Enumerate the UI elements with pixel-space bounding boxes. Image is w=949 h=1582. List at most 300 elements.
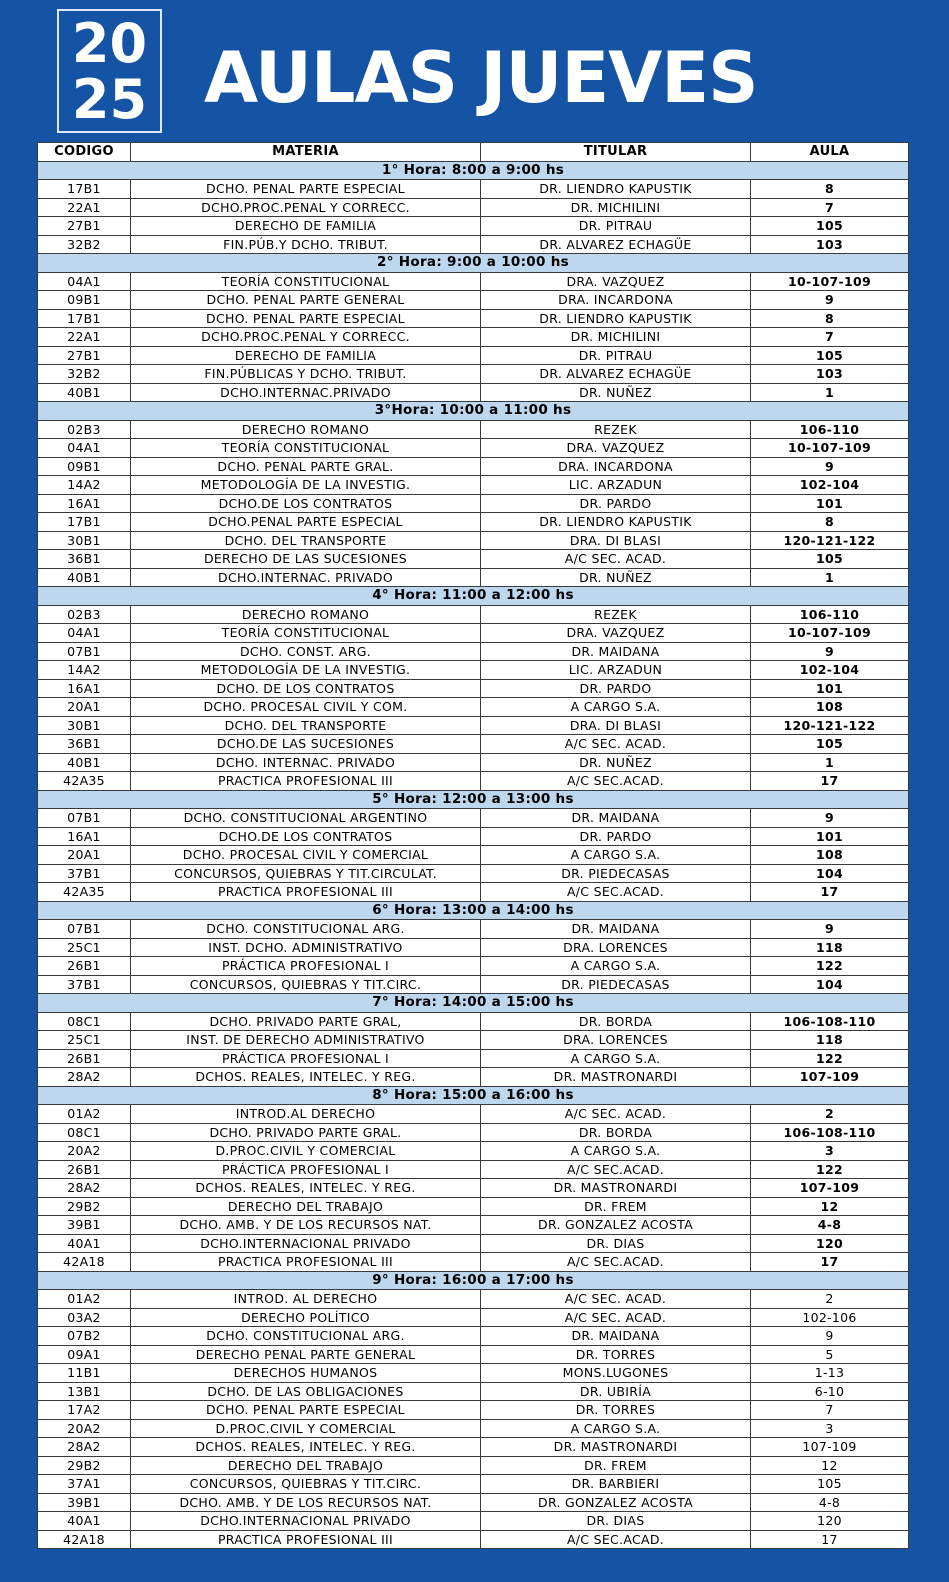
cell-aula: 17 bbox=[751, 883, 909, 902]
cell-codigo: 09B1 bbox=[38, 291, 131, 310]
cell-titular: DRA. DI BLASI bbox=[481, 531, 751, 550]
table-row bbox=[38, 513, 909, 532]
table-row bbox=[38, 1197, 909, 1216]
table-row bbox=[38, 198, 909, 217]
cell-aula: 101 bbox=[751, 827, 909, 846]
cell-materia: DCHO. CONSTITUCIONAL ARG. bbox=[131, 1327, 481, 1346]
cell-materia: DCHO.PENAL PARTE ESPECIAL bbox=[131, 513, 481, 532]
cell-aula: 6-10 bbox=[751, 1382, 909, 1401]
cell-titular: DR. ALVAREZ ECHAGÜE bbox=[481, 235, 751, 254]
cell-titular: DRA. INCARDONA bbox=[481, 291, 751, 310]
cell-aula: 101 bbox=[751, 679, 909, 698]
cell-materia: DCHO. PENAL PARTE ESPECIAL bbox=[131, 1401, 481, 1420]
cell-aula: 17 bbox=[751, 1253, 909, 1272]
column-header-materia: MATERIA bbox=[131, 143, 481, 162]
cell-codigo: 16A1 bbox=[38, 827, 131, 846]
table-row bbox=[38, 938, 909, 957]
table-row bbox=[38, 1327, 909, 1346]
cell-aula: 105 bbox=[751, 217, 909, 236]
hour-section-label: 4° Hora: 11:00 a 12:00 hs bbox=[38, 587, 909, 606]
cell-materia: DCHO.INTERNAC.PRIVADO bbox=[131, 383, 481, 402]
table-row bbox=[38, 975, 909, 994]
table-row bbox=[38, 1530, 909, 1549]
table-row bbox=[38, 864, 909, 883]
cell-titular: DR. MASTRONARDI bbox=[481, 1068, 751, 1087]
cell-aula: 105 bbox=[751, 1475, 909, 1494]
cell-titular: DR. FREM bbox=[481, 1197, 751, 1216]
cell-titular: DR. DIAS bbox=[481, 1234, 751, 1253]
hour-section-row bbox=[38, 790, 909, 809]
cell-codigo: 37A1 bbox=[38, 1475, 131, 1494]
schedule-table bbox=[37, 142, 909, 1549]
table-row bbox=[38, 716, 909, 735]
cell-aula: 4-8 bbox=[751, 1216, 909, 1235]
cell-aula: 106-108-110 bbox=[751, 1012, 909, 1031]
table-row bbox=[38, 624, 909, 643]
table-header-row bbox=[38, 143, 909, 162]
cell-aula: 9 bbox=[751, 291, 909, 310]
cell-materia: DCHO. DE LOS CONTRATOS bbox=[131, 679, 481, 698]
table-row bbox=[38, 698, 909, 717]
table-row bbox=[38, 642, 909, 661]
cell-aula: 105 bbox=[751, 346, 909, 365]
table-row bbox=[38, 476, 909, 495]
cell-materia: DCHO.INTERNAC. PRIVADO bbox=[131, 568, 481, 587]
cell-codigo: 17B1 bbox=[38, 309, 131, 328]
table-row bbox=[38, 605, 909, 624]
cell-materia: DCHO.INTERNACIONAL PRIVADO bbox=[131, 1234, 481, 1253]
cell-codigo: 04A1 bbox=[38, 439, 131, 458]
cell-codigo: 04A1 bbox=[38, 624, 131, 643]
cell-aula: 10-107-109 bbox=[751, 439, 909, 458]
cell-aula: 106-110 bbox=[751, 605, 909, 624]
table-row bbox=[38, 827, 909, 846]
hour-section-label: 8° Hora: 15:00 a 16:00 hs bbox=[38, 1086, 909, 1105]
hour-section-label: 2° Hora: 9:00 a 10:00 hs bbox=[38, 254, 909, 273]
table-row bbox=[38, 1438, 909, 1457]
cell-materia: PRACTICA PROFESIONAL III bbox=[131, 1253, 481, 1272]
cell-aula: 2 bbox=[751, 1290, 909, 1309]
cell-codigo: 04A1 bbox=[38, 272, 131, 291]
table-row bbox=[38, 365, 909, 384]
table-row bbox=[38, 661, 909, 680]
cell-titular: A/C SEC.ACAD. bbox=[481, 883, 751, 902]
cell-aula: 120 bbox=[751, 1234, 909, 1253]
cell-materia: DCHO. PRIVADO PARTE GRAL, bbox=[131, 1012, 481, 1031]
cell-codigo: 28A2 bbox=[38, 1068, 131, 1087]
cell-titular: DR. PARDO bbox=[481, 679, 751, 698]
cell-aula: 107-109 bbox=[751, 1438, 909, 1457]
cell-codigo: 07B1 bbox=[38, 642, 131, 661]
cell-titular: A CARGO S.A. bbox=[481, 846, 751, 865]
table-row bbox=[38, 1068, 909, 1087]
table-row bbox=[38, 1512, 909, 1531]
cell-titular: A CARGO S.A. bbox=[481, 1419, 751, 1438]
cell-materia: DCHO. PENAL PARTE ESPECIAL bbox=[131, 309, 481, 328]
cell-codigo: 42A18 bbox=[38, 1253, 131, 1272]
cell-aula: 9 bbox=[751, 920, 909, 939]
table-row bbox=[38, 494, 909, 513]
cell-titular: DR. MICHILINI bbox=[481, 198, 751, 217]
cell-aula: 8 bbox=[751, 180, 909, 199]
cell-codigo: 22A1 bbox=[38, 198, 131, 217]
cell-materia: INST. DE DERECHO ADMINISTRATIVO bbox=[131, 1031, 481, 1050]
cell-materia: INTROD.AL DERECHO bbox=[131, 1105, 481, 1124]
cell-titular: DR. PITRAU bbox=[481, 217, 751, 236]
cell-titular: A/C SEC. ACAD. bbox=[481, 1308, 751, 1327]
hour-section-row bbox=[38, 254, 909, 273]
cell-codigo: 27B1 bbox=[38, 217, 131, 236]
cell-titular: DR. GONZALEZ ACOSTA bbox=[481, 1216, 751, 1235]
table-row bbox=[38, 1290, 909, 1309]
cell-materia: DCHO. PENAL PARTE GENERAL bbox=[131, 291, 481, 310]
cell-materia: DERECHO ROMANO bbox=[131, 605, 481, 624]
table-row bbox=[38, 272, 909, 291]
cell-titular: A/C SEC. ACAD. bbox=[481, 1105, 751, 1124]
cell-materia: DCHO. AMB. Y DE LOS RECURSOS NAT. bbox=[131, 1493, 481, 1512]
cell-materia: FIN.PÚBLICAS Y DCHO. TRIBUT. bbox=[131, 365, 481, 384]
cell-titular: DR. MAIDANA bbox=[481, 1327, 751, 1346]
cell-aula: 7 bbox=[751, 198, 909, 217]
table-row bbox=[38, 1216, 909, 1235]
cell-aula: 106-108-110 bbox=[751, 1123, 909, 1142]
cell-titular: DR. PARDO bbox=[481, 494, 751, 513]
cell-materia: DERECHO DEL TRABAJO bbox=[131, 1197, 481, 1216]
cell-codigo: 42A35 bbox=[38, 772, 131, 791]
hour-section-row bbox=[38, 994, 909, 1013]
table-row bbox=[38, 217, 909, 236]
cell-codigo: 01A2 bbox=[38, 1105, 131, 1124]
table-row bbox=[38, 1142, 909, 1161]
cell-titular: DRA. VAZQUEZ bbox=[481, 272, 751, 291]
cell-aula: 9 bbox=[751, 642, 909, 661]
cell-titular: DRA. LORENCES bbox=[481, 1031, 751, 1050]
cell-codigo: 01A2 bbox=[38, 1290, 131, 1309]
cell-titular: DRA. LORENCES bbox=[481, 938, 751, 957]
cell-materia: TEORÍA CONSTITUCIONAL bbox=[131, 439, 481, 458]
table-row bbox=[38, 1401, 909, 1420]
cell-aula: 17 bbox=[751, 772, 909, 791]
cell-aula: 107-109 bbox=[751, 1068, 909, 1087]
hour-section-row bbox=[38, 901, 909, 920]
cell-codigo: 13B1 bbox=[38, 1382, 131, 1401]
cell-materia: DCHO.DE LOS CONTRATOS bbox=[131, 827, 481, 846]
cell-codigo: 27B1 bbox=[38, 346, 131, 365]
cell-codigo: 07B1 bbox=[38, 920, 131, 939]
cell-codigo: 09A1 bbox=[38, 1345, 131, 1364]
table-row bbox=[38, 383, 909, 402]
cell-titular: DR. FREM bbox=[481, 1456, 751, 1475]
table-row bbox=[38, 1234, 909, 1253]
schedule-body bbox=[38, 161, 909, 1549]
cell-titular: DR. PITRAU bbox=[481, 346, 751, 365]
table-row bbox=[38, 291, 909, 310]
cell-materia: INST. DCHO. ADMINISTRATIVO bbox=[131, 938, 481, 957]
table-row bbox=[38, 957, 909, 976]
cell-materia: DERECHO DE FAMILIA bbox=[131, 346, 481, 365]
cell-materia: DERECHO DEL TRABAJO bbox=[131, 1456, 481, 1475]
cell-aula: 1 bbox=[751, 383, 909, 402]
cell-materia: DCHOS. REALES, INTELEC. Y REG. bbox=[131, 1179, 481, 1198]
table-row bbox=[38, 346, 909, 365]
cell-titular: DRA. DI BLASI bbox=[481, 716, 751, 735]
cell-codigo: 17A2 bbox=[38, 1401, 131, 1420]
cell-titular: DR. MAIDANA bbox=[481, 920, 751, 939]
cell-codigo: 14A2 bbox=[38, 661, 131, 680]
cell-codigo: 17B1 bbox=[38, 180, 131, 199]
cell-aula: 3 bbox=[751, 1419, 909, 1438]
cell-aula: 1-13 bbox=[751, 1364, 909, 1383]
table-row bbox=[38, 772, 909, 791]
cell-aula: 9 bbox=[751, 457, 909, 476]
column-header-titular: TITULAR bbox=[481, 143, 751, 162]
hour-section-row bbox=[38, 587, 909, 606]
cell-titular: DRA. VAZQUEZ bbox=[481, 624, 751, 643]
cell-codigo: 32B2 bbox=[38, 365, 131, 384]
cell-codigo: 29B2 bbox=[38, 1197, 131, 1216]
table-row bbox=[38, 809, 909, 828]
cell-materia: DERECHO DE FAMILIA bbox=[131, 217, 481, 236]
cell-aula: 10-107-109 bbox=[751, 272, 909, 291]
cell-titular: LIC. ARZADUN bbox=[481, 476, 751, 495]
cell-materia: DCHO. DE LAS OBLIGACIONES bbox=[131, 1382, 481, 1401]
cell-aula: 108 bbox=[751, 698, 909, 717]
table-row bbox=[38, 1419, 909, 1438]
hour-section-label: 7° Hora: 14:00 a 15:00 hs bbox=[38, 994, 909, 1013]
cell-materia: DCHO.PROC.PENAL Y CORRECC. bbox=[131, 328, 481, 347]
cell-aula: 101 bbox=[751, 494, 909, 513]
cell-titular: LIC. ARZADUN bbox=[481, 661, 751, 680]
year-top: 20 bbox=[71, 12, 148, 75]
cell-codigo: 40B1 bbox=[38, 753, 131, 772]
cell-materia: METODOLOGÍA DE LA INVESTIG. bbox=[131, 476, 481, 495]
cell-aula: 1 bbox=[751, 568, 909, 587]
cell-aula: 8 bbox=[751, 309, 909, 328]
cell-titular: DR. MICHILINI bbox=[481, 328, 751, 347]
cell-materia: DCHO.INTERNACIONAL PRIVADO bbox=[131, 1512, 481, 1531]
cell-codigo: 29B2 bbox=[38, 1456, 131, 1475]
cell-materia: DERECHO DE LAS SUCESIONES bbox=[131, 550, 481, 569]
table-row bbox=[38, 457, 909, 476]
table-row bbox=[38, 1031, 909, 1050]
cell-titular: A CARGO S.A. bbox=[481, 698, 751, 717]
cell-titular: A CARGO S.A. bbox=[481, 1049, 751, 1068]
cell-aula: 7 bbox=[751, 328, 909, 347]
cell-codigo: 09B1 bbox=[38, 457, 131, 476]
cell-titular: A CARGO S.A. bbox=[481, 1142, 751, 1161]
cell-codigo: 20A2 bbox=[38, 1419, 131, 1438]
cell-aula: 122 bbox=[751, 957, 909, 976]
cell-titular: DR. MASTRONARDI bbox=[481, 1438, 751, 1457]
table-row bbox=[38, 735, 909, 754]
cell-aula: 105 bbox=[751, 735, 909, 754]
cell-titular: DR. LIENDRO KAPUSTIK bbox=[481, 513, 751, 532]
cell-aula: 120-121-122 bbox=[751, 531, 909, 550]
table-row bbox=[38, 1345, 909, 1364]
cell-aula: 108 bbox=[751, 846, 909, 865]
cell-codigo: 32B2 bbox=[38, 235, 131, 254]
cell-aula: 103 bbox=[751, 365, 909, 384]
cell-aula: 7 bbox=[751, 1401, 909, 1420]
hour-section-row bbox=[38, 1271, 909, 1290]
cell-aula: 9 bbox=[751, 1327, 909, 1346]
table-row bbox=[38, 531, 909, 550]
cell-titular: DR. MASTRONARDI bbox=[481, 1179, 751, 1198]
cell-materia: FIN.PÚB.Y DCHO. TRIBUT. bbox=[131, 235, 481, 254]
table-row bbox=[38, 1308, 909, 1327]
cell-materia: CONCURSOS, QUIEBRAS Y TIT.CIRC. bbox=[131, 975, 481, 994]
cell-codigo: 39B1 bbox=[38, 1216, 131, 1235]
cell-materia: DCHO. DEL TRANSPORTE bbox=[131, 716, 481, 735]
cell-codigo: 40B1 bbox=[38, 568, 131, 587]
cell-codigo: 36B1 bbox=[38, 735, 131, 754]
cell-titular: A/C SEC.ACAD. bbox=[481, 1160, 751, 1179]
cell-aula: 122 bbox=[751, 1049, 909, 1068]
cell-codigo: 20A2 bbox=[38, 1142, 131, 1161]
cell-codigo: 26B1 bbox=[38, 957, 131, 976]
cell-materia: CONCURSOS, QUIEBRAS Y TIT.CIRC. bbox=[131, 1475, 481, 1494]
cell-titular: DR. LIENDRO KAPUSTIK bbox=[481, 309, 751, 328]
table-row bbox=[38, 420, 909, 439]
cell-aula: 12 bbox=[751, 1197, 909, 1216]
hour-section-label: 5° Hora: 12:00 a 13:00 hs bbox=[38, 790, 909, 809]
column-header-codigo: CODIGO bbox=[38, 143, 131, 162]
cell-aula: 105 bbox=[751, 550, 909, 569]
cell-materia: DCHO.PROC.PENAL Y CORRECC. bbox=[131, 198, 481, 217]
cell-codigo: 20A1 bbox=[38, 698, 131, 717]
table-row bbox=[38, 679, 909, 698]
cell-materia: D.PROC.CIVIL Y COMERCIAL bbox=[131, 1419, 481, 1438]
cell-aula: 9 bbox=[751, 809, 909, 828]
table-row bbox=[38, 1179, 909, 1198]
cell-codigo: 11B1 bbox=[38, 1364, 131, 1383]
cell-titular: A/C SEC. ACAD. bbox=[481, 1290, 751, 1309]
cell-titular: DR. NUÑEZ bbox=[481, 383, 751, 402]
cell-titular: DR. NUÑEZ bbox=[481, 568, 751, 587]
cell-titular: DR. MAIDANA bbox=[481, 642, 751, 661]
table-row bbox=[38, 920, 909, 939]
cell-aula: 2 bbox=[751, 1105, 909, 1124]
cell-titular: REZEK bbox=[481, 605, 751, 624]
cell-aula: 8 bbox=[751, 513, 909, 532]
cell-codigo: 08C1 bbox=[38, 1012, 131, 1031]
cell-codigo: 26B1 bbox=[38, 1049, 131, 1068]
cell-codigo: 36B1 bbox=[38, 550, 131, 569]
cell-codigo: 16A1 bbox=[38, 494, 131, 513]
cell-codigo: 26B1 bbox=[38, 1160, 131, 1179]
hour-section-row bbox=[38, 161, 909, 180]
cell-titular: A/C SEC. ACAD. bbox=[481, 550, 751, 569]
cell-materia: DERECHO PENAL PARTE GENERAL bbox=[131, 1345, 481, 1364]
hour-section-label: 9° Hora: 16:00 a 17:00 hs bbox=[38, 1271, 909, 1290]
cell-aula: 102-104 bbox=[751, 661, 909, 680]
cell-materia: PRACTICA PROFESIONAL III bbox=[131, 772, 481, 791]
cell-aula: 107-109 bbox=[751, 1179, 909, 1198]
cell-codigo: 17B1 bbox=[38, 513, 131, 532]
cell-materia: PRÁCTICA PROFESIONAL I bbox=[131, 957, 481, 976]
hour-section-row bbox=[38, 402, 909, 421]
year-logo bbox=[57, 9, 162, 133]
cell-aula: 106-110 bbox=[751, 420, 909, 439]
cell-aula: 120 bbox=[751, 1512, 909, 1531]
cell-materia: DCHO. CONST. ARG. bbox=[131, 642, 481, 661]
cell-aula: 4-8 bbox=[751, 1493, 909, 1512]
cell-codigo: 02B3 bbox=[38, 420, 131, 439]
cell-materia: DCHO. CONSTITUCIONAL ARG. bbox=[131, 920, 481, 939]
cell-codigo: 42A18 bbox=[38, 1530, 131, 1549]
cell-materia: CONCURSOS, QUIEBRAS Y TIT.CIRCULAT. bbox=[131, 864, 481, 883]
cell-titular: A/C SEC.ACAD. bbox=[481, 1530, 751, 1549]
table-row bbox=[38, 1253, 909, 1272]
hour-section-label: 3°Hora: 10:00 a 11:00 hs bbox=[38, 402, 909, 421]
page-title: AULAS JUEVES bbox=[204, 37, 758, 119]
cell-materia: DCHO. PENAL PARTE ESPECIAL bbox=[131, 180, 481, 199]
table-row bbox=[38, 180, 909, 199]
cell-aula: 104 bbox=[751, 975, 909, 994]
cell-codigo: 14A2 bbox=[38, 476, 131, 495]
cell-codigo: 40B1 bbox=[38, 383, 131, 402]
table-row bbox=[38, 753, 909, 772]
table-row bbox=[38, 1382, 909, 1401]
cell-materia: DCHO. AMB. Y DE LOS RECURSOS NAT. bbox=[131, 1216, 481, 1235]
cell-aula: 102-104 bbox=[751, 476, 909, 495]
table-row bbox=[38, 1123, 909, 1142]
cell-materia: DCHO.DE LAS SUCESIONES bbox=[131, 735, 481, 754]
cell-materia: DCHOS. REALES, INTELEC. Y REG. bbox=[131, 1068, 481, 1087]
cell-codigo: 37B1 bbox=[38, 975, 131, 994]
table-row bbox=[38, 235, 909, 254]
cell-codigo: 07B2 bbox=[38, 1327, 131, 1346]
cell-codigo: 25C1 bbox=[38, 938, 131, 957]
cell-titular: DR. BORDA bbox=[481, 1123, 751, 1142]
cell-materia: DCHO. PENAL PARTE GRAL. bbox=[131, 457, 481, 476]
cell-codigo: 37B1 bbox=[38, 864, 131, 883]
hour-section-row bbox=[38, 1086, 909, 1105]
cell-titular: A/C SEC. ACAD. bbox=[481, 735, 751, 754]
cell-aula: 10-107-109 bbox=[751, 624, 909, 643]
cell-titular: DR. MAIDANA bbox=[481, 809, 751, 828]
table-row bbox=[38, 883, 909, 902]
table-row bbox=[38, 1493, 909, 1512]
cell-materia: DCHO. DEL TRANSPORTE bbox=[131, 531, 481, 550]
cell-aula: 118 bbox=[751, 938, 909, 957]
cell-materia: DCHO. PROCESAL CIVIL Y COMERCIAL bbox=[131, 846, 481, 865]
cell-materia: METODOLOGÍA DE LA INVESTIG. bbox=[131, 661, 481, 680]
cell-codigo: 42A35 bbox=[38, 883, 131, 902]
cell-materia: PRACTICA PROFESIONAL III bbox=[131, 883, 481, 902]
cell-codigo: 30B1 bbox=[38, 716, 131, 735]
cell-titular: DR. NUÑEZ bbox=[481, 753, 751, 772]
cell-codigo: 28A2 bbox=[38, 1438, 131, 1457]
cell-titular: MONS.LUGONES bbox=[481, 1364, 751, 1383]
cell-materia: TEORÍA CONSTITUCIONAL bbox=[131, 272, 481, 291]
cell-titular: DR. DIAS bbox=[481, 1512, 751, 1531]
cell-materia: PRACTICA PROFESIONAL III bbox=[131, 1530, 481, 1549]
cell-codigo: 07B1 bbox=[38, 809, 131, 828]
year-bottom: 25 bbox=[71, 68, 148, 131]
table-row bbox=[38, 1049, 909, 1068]
cell-materia: PRÁCTICA PROFESIONAL I bbox=[131, 1160, 481, 1179]
cell-aula: 3 bbox=[751, 1142, 909, 1161]
cell-materia: DCHO. INTERNAC. PRIVADO bbox=[131, 753, 481, 772]
cell-codigo: 30B1 bbox=[38, 531, 131, 550]
cell-codigo: 20A1 bbox=[38, 846, 131, 865]
cell-titular: DRA. VAZQUEZ bbox=[481, 439, 751, 458]
cell-titular: DR. LIENDRO KAPUSTIK bbox=[481, 180, 751, 199]
table-row bbox=[38, 1456, 909, 1475]
table-row bbox=[38, 846, 909, 865]
cell-materia: DERECHOS HUMANOS bbox=[131, 1364, 481, 1383]
